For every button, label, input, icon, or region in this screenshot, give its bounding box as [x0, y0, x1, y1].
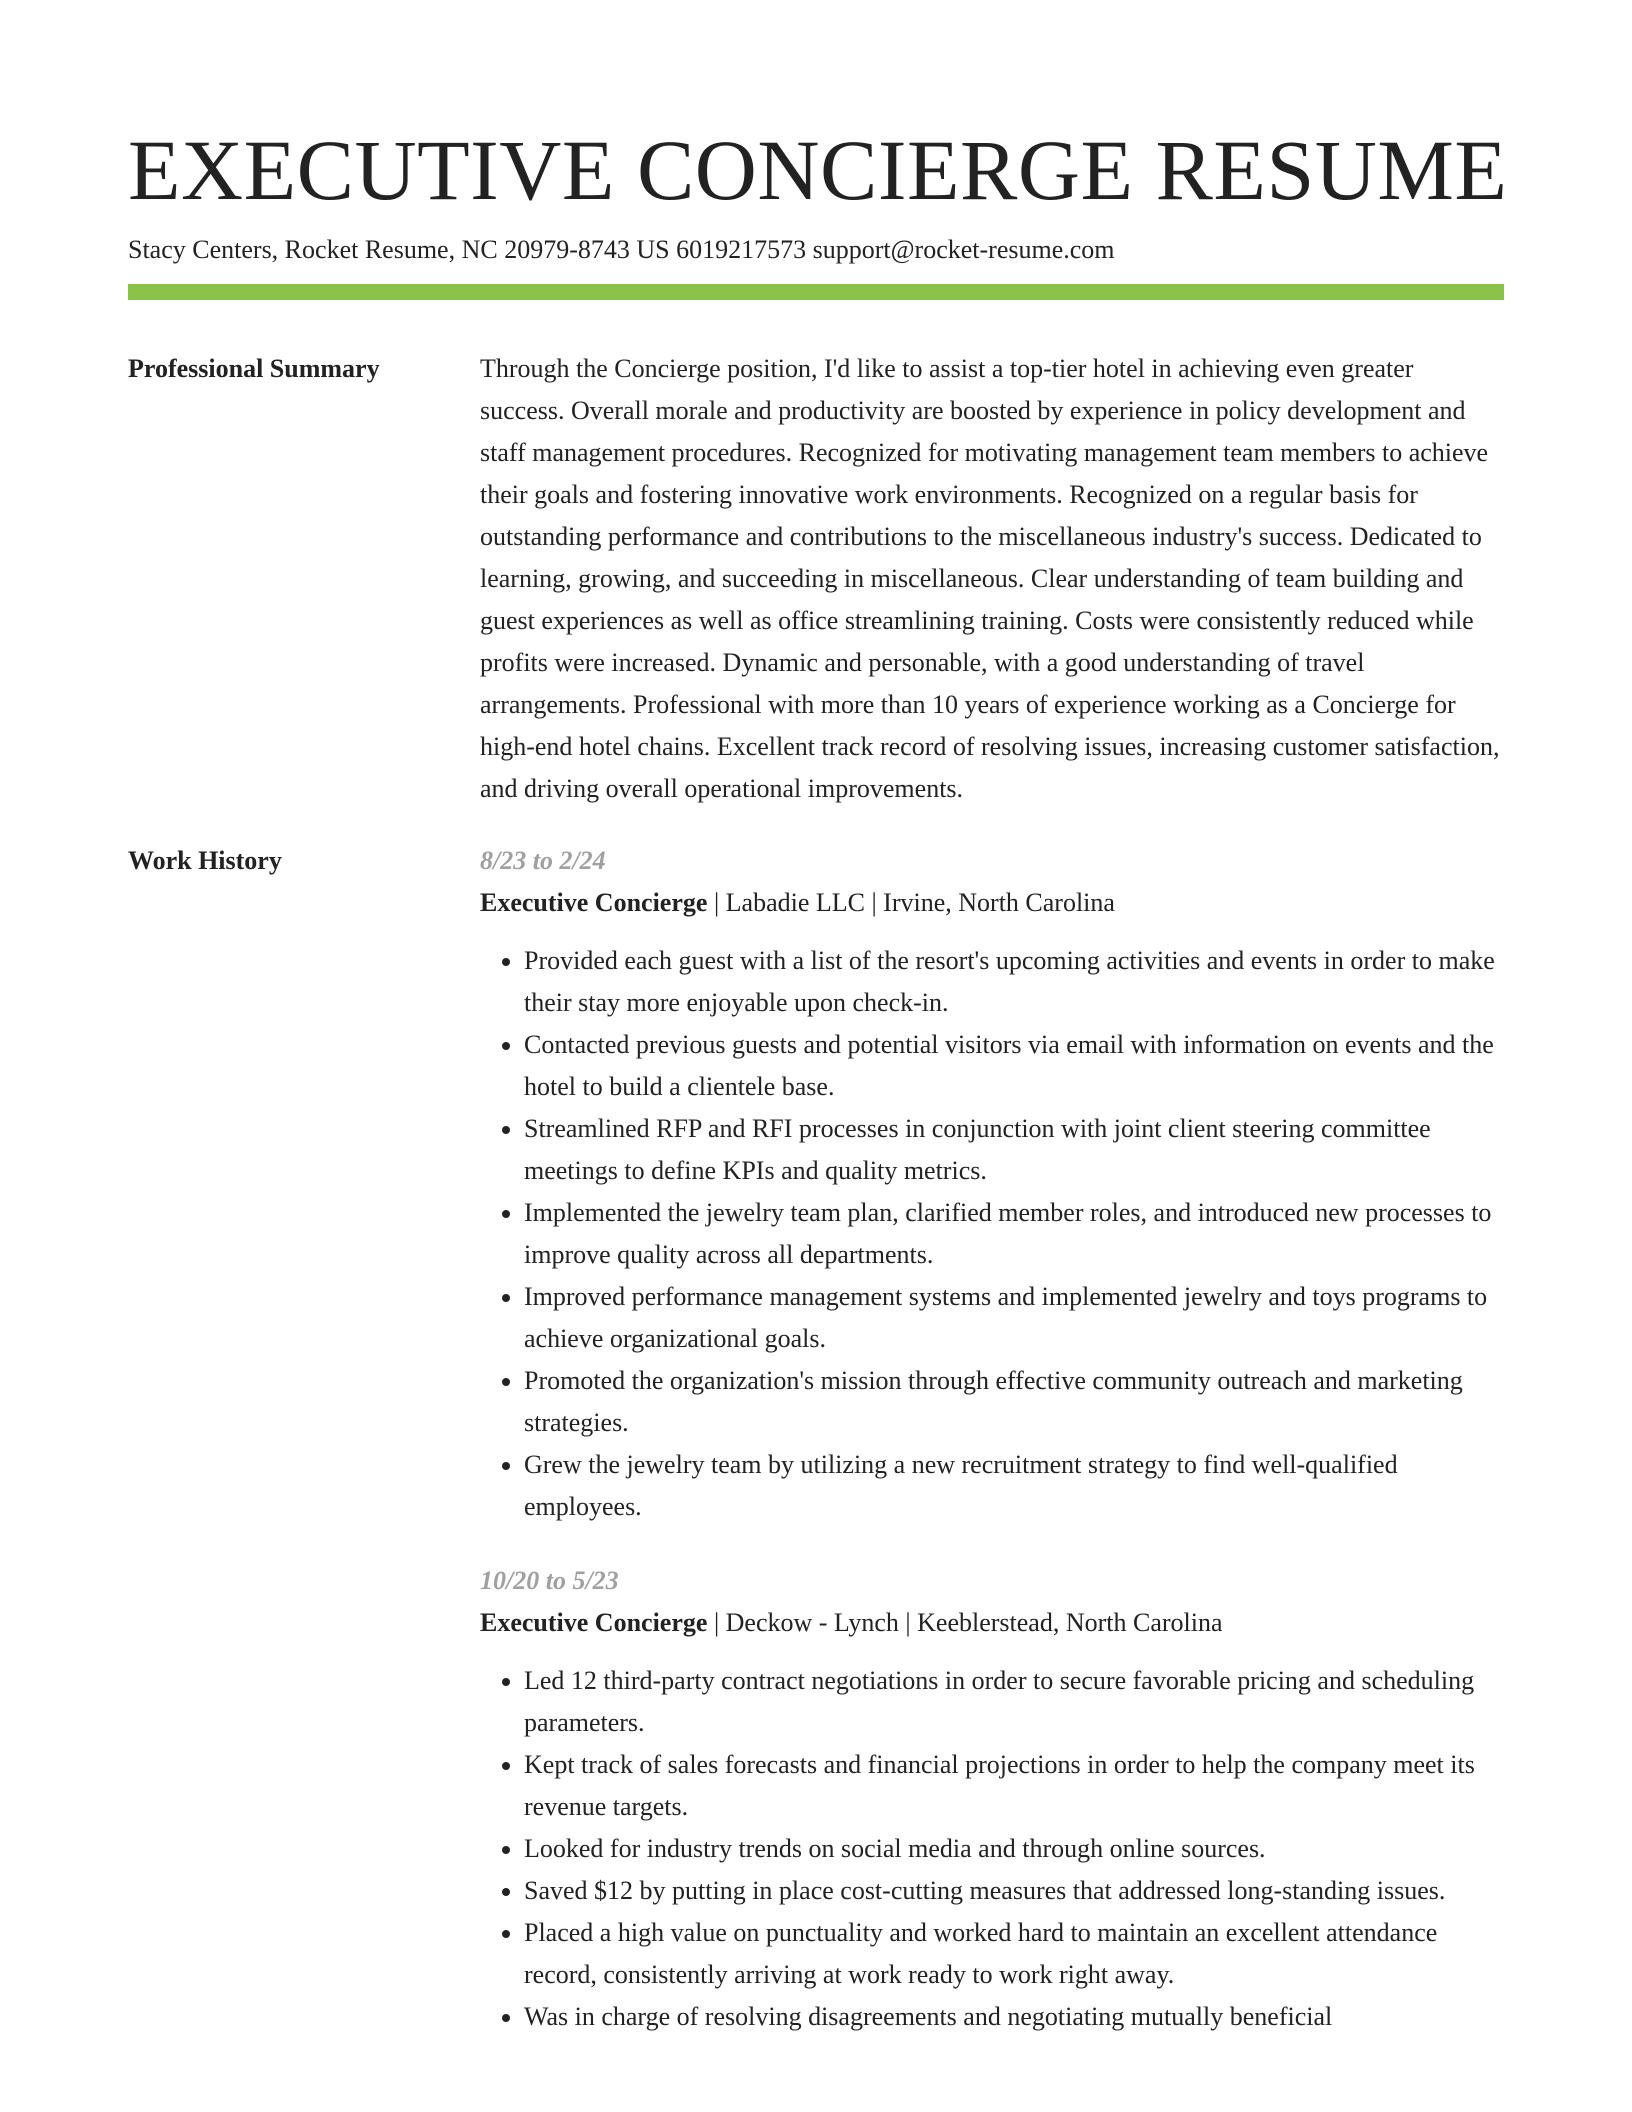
work-history-section — [128, 840, 1504, 2038]
job-bullet: • Kept track of sales forecasts and financial projections in order to help the company meet its revenue targets. — [524, 1744, 1504, 1828]
job-title: Executive Concierge — [480, 888, 708, 917]
job-bullet: • Grew the jewelry team by utilizing a new recruitment strategy to find well-qualified employees. — [524, 1444, 1504, 1528]
job-bullet: • Looked for industry trends on social media and through online sources. — [524, 1828, 1504, 1870]
contact-line: Stacy Centers, Rocket Resume, NC 20979-8743 US 6019217573 support@rocket-resume.com — [128, 235, 1115, 264]
section-label-work-history: Work History — [128, 846, 282, 875]
job-employer-location: | Labadie LLC | Irvine, North Carolina — [707, 888, 1115, 917]
section-label-professional-summary: Professional Summary — [128, 354, 380, 383]
job-heading — [480, 1602, 1504, 1644]
job-bullet: • Saved $12 by putting in place cost-cutting measures that addressed long-standing issues. — [524, 1870, 1504, 1912]
header-divider — [128, 284, 1504, 300]
job-bullet: • Led 12 third-party contract negotiations in order to secure favorable pricing and scheduling parameters. — [524, 1660, 1504, 1744]
job-bullet: • Implemented the jewelry team plan, clarified member roles, and introduced new processes to improve quality across all departments. — [524, 1192, 1504, 1276]
job-bullet: • Contacted previous guests and potential visitors via email with information on events and the hotel to build a clientele base. — [524, 1024, 1504, 1108]
job-title: Executive Concierge — [480, 1608, 708, 1637]
summary-body — [480, 348, 1504, 810]
job-entry — [480, 840, 1504, 1528]
job-bullet: • Improved performance management systems and implemented jewelry and toys programs to achieve organizational goals. — [524, 1276, 1504, 1360]
professional-summary-section — [128, 348, 1504, 810]
job-dates: 10/20 to 5/23 — [480, 1566, 619, 1595]
job-entry — [480, 1560, 1504, 2038]
job-employer-location: | Deckow - Lynch | Keeblerstead, North Carolina — [707, 1608, 1223, 1637]
job-bullet: • Promoted the organization's mission through effective community outreach and marketing strategies. — [524, 1360, 1504, 1444]
resume-title: EXECUTIVE CONCIERGE RESUME — [128, 122, 1508, 218]
job-dates: 8/23 to 2/24 — [480, 846, 606, 875]
job-heading — [480, 882, 1504, 924]
job-bullet-list — [480, 1660, 1504, 2038]
job-bullet-list — [480, 940, 1504, 1528]
work-history-body — [480, 840, 1504, 2038]
job-bullet: • Placed a high value on punctuality and worked hard to maintain an excellent attendance record, consistently arriving at work ready to work right away. — [524, 1912, 1504, 1996]
job-bullet: • Provided each guest with a list of the resort's upcoming activities and events in order to make their stay more enjoyable upon check-in. — [524, 940, 1504, 1024]
summary-text: Through the Concierge position, I'd like to assist a top-tier hotel in achieving even greater success. Overall morale and productivity are boosted by experience in policy development and staff management procedures. Recognized for motivating management team members to achieve their goals and fostering innovative work environments. Recognized on a regular basis for outstanding performance and contributions to the miscellaneous industry's success. Dedicated to learning, growing, and succeeding in miscellaneous. Clear understanding of team building and guest experiences as well as office streamlining training. Costs were consistently reduced while profits were increased. Dynamic and personable, with a good understanding of travel arrangements. Professional with more than 10 years of experience working as a Concierge for high-end hotel chains. Excellent track record of resolving issues, increasing customer satisfaction, and driving overall operational improvements. — [480, 354, 1500, 803]
job-bullet: • Was in charge of resolving disagreements and negotiating mutually beneficial — [524, 1996, 1504, 2038]
job-bullet: • Streamlined RFP and RFI processes in conjunction with joint client steering committee meetings to define KPIs and quality metrics. — [524, 1108, 1504, 1192]
